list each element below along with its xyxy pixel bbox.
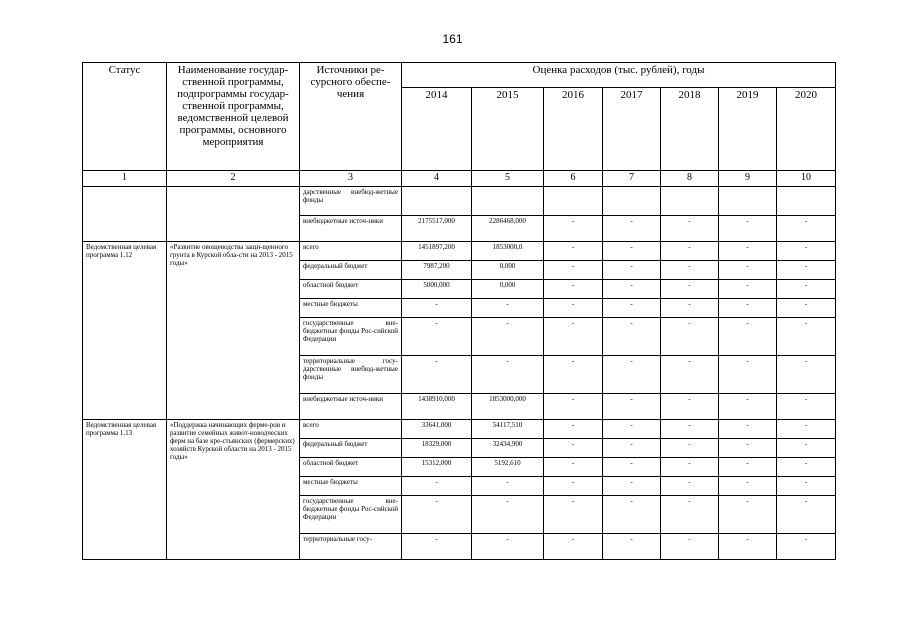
value-cell: -	[603, 458, 661, 477]
table-row	[83, 420, 836, 439]
value-cell: -	[544, 458, 603, 477]
value-cell: -	[603, 477, 661, 496]
value-cell: -	[777, 261, 836, 280]
value-cell: -	[402, 534, 472, 560]
value-cell: -	[603, 420, 661, 439]
value-cell: -	[472, 496, 544, 534]
value-cell: -	[544, 318, 603, 356]
program-name-cell	[167, 187, 300, 242]
value-cell: -	[719, 242, 777, 261]
source-cell: федеральный бюджет	[300, 439, 402, 458]
value-cell: -	[402, 299, 472, 318]
value-cell: -	[719, 280, 777, 299]
value-cell: -	[472, 318, 544, 356]
source-cell: дарственные внебюд-жетные фонды	[300, 187, 402, 216]
value-cell: 5192,610	[472, 458, 544, 477]
value-cell: 2175517,000	[402, 216, 472, 242]
value-cell: -	[777, 299, 836, 318]
value-cell: -	[661, 280, 719, 299]
value-cell: -	[544, 496, 603, 534]
header-row	[83, 63, 836, 88]
value-cell	[544, 187, 603, 216]
value-cell: -	[603, 280, 661, 299]
value-cell: -	[661, 534, 719, 560]
value-cell: -	[777, 458, 836, 477]
value-cell: -	[661, 216, 719, 242]
year-header: 2014	[402, 88, 472, 171]
program-status: Ведомственная целевая программа 1.13	[83, 420, 167, 560]
value-cell: -	[544, 299, 603, 318]
value-cell: -	[777, 356, 836, 394]
status-cell	[83, 187, 167, 242]
value-cell: -	[777, 216, 836, 242]
value-cell: -	[719, 458, 777, 477]
column-number: 5	[472, 171, 544, 187]
value-cell: -	[603, 261, 661, 280]
year-header: 2016	[544, 88, 603, 171]
value-cell: -	[661, 242, 719, 261]
source-cell: всего	[300, 242, 402, 261]
column-number: 9	[719, 171, 777, 187]
value-cell: 15312,000	[402, 458, 472, 477]
value-cell: -	[777, 420, 836, 439]
column-number: 2	[167, 171, 300, 187]
value-cell: -	[603, 216, 661, 242]
source-cell: местные бюджеты	[300, 477, 402, 496]
value-cell: -	[402, 318, 472, 356]
value-cell: 0,000	[472, 261, 544, 280]
value-cell: -	[719, 261, 777, 280]
value-cell: 2286468,000	[472, 216, 544, 242]
column-numbers-row	[83, 171, 836, 187]
value-cell: -	[544, 477, 603, 496]
value-cell: -	[719, 420, 777, 439]
value-cell: -	[661, 318, 719, 356]
source-cell: территориальные госу-дарственные внебюд-жетные фонды	[300, 356, 402, 394]
value-cell: -	[777, 394, 836, 420]
source-cell: государственные вне-бюджетные фонды Рос-сийской Федерации	[300, 496, 402, 534]
column-number: 3	[300, 171, 402, 187]
value-cell: -	[777, 439, 836, 458]
value-cell: -	[603, 318, 661, 356]
value-cell: -	[661, 420, 719, 439]
value-cell: -	[603, 496, 661, 534]
value-cell: -	[777, 496, 836, 534]
header-name: Наименование государ-ственной программы, подпрограммы государ-ственной программы, ведомственной целевой программы, основного мероприятия	[167, 63, 300, 171]
value-cell: 1438910,000	[402, 394, 472, 420]
value-cell: -	[719, 534, 777, 560]
source-cell: государственные вне-бюджетные фонды Рос-сийской Федерации	[300, 318, 402, 356]
table-row	[83, 187, 836, 216]
value-cell: -	[661, 394, 719, 420]
value-cell: -	[719, 394, 777, 420]
value-cell: -	[603, 439, 661, 458]
value-cell: -	[544, 394, 603, 420]
value-cell: -	[603, 356, 661, 394]
value-cell: -	[544, 356, 603, 394]
value-cell: -	[719, 299, 777, 318]
value-cell: -	[402, 356, 472, 394]
year-header: 2019	[719, 88, 777, 171]
value-cell: -	[603, 299, 661, 318]
value-cell: 32434,900	[472, 439, 544, 458]
source-cell: федеральный бюджет	[300, 261, 402, 280]
source-cell: областной бюджет	[300, 458, 402, 477]
value-cell: -	[661, 261, 719, 280]
year-header: 2020	[777, 88, 836, 171]
year-header: 2018	[661, 88, 719, 171]
year-header: 2017	[603, 88, 661, 171]
value-cell: -	[719, 496, 777, 534]
value-cell: -	[719, 477, 777, 496]
program-name: «Поддержка начинающих ферме-ров и развитие семейных живот-новодческих ферм на базе кре-стьянских (фермерских) хозяйств Курской области на 2013 - 2015 годы»	[167, 420, 300, 560]
value-cell: 54117,510	[472, 420, 544, 439]
value-cell: -	[661, 458, 719, 477]
column-number: 1	[83, 171, 167, 187]
value-cell: -	[472, 477, 544, 496]
value-cell: -	[603, 394, 661, 420]
header-costs: Оценка расходов (тыс. рублей), годы	[402, 63, 836, 88]
value-cell: 1451897,200	[402, 242, 472, 261]
value-cell: -	[719, 356, 777, 394]
value-cell: -	[472, 299, 544, 318]
year-header: 2015	[472, 88, 544, 171]
value-cell	[661, 187, 719, 216]
value-cell: 33641,000	[402, 420, 472, 439]
column-number: 6	[544, 171, 603, 187]
value-cell: 5000,000	[402, 280, 472, 299]
value-cell	[402, 187, 472, 216]
value-cell: -	[719, 216, 777, 242]
source-cell: областной бюджет	[300, 280, 402, 299]
value-cell: 1853000,000	[472, 394, 544, 420]
value-cell: -	[544, 242, 603, 261]
value-cell	[719, 187, 777, 216]
source-cell: местные бюджеты	[300, 299, 402, 318]
value-cell: -	[777, 280, 836, 299]
page-number: 161	[442, 32, 463, 46]
value-cell: -	[603, 242, 661, 261]
value-cell: -	[719, 439, 777, 458]
value-cell: 18329,000	[402, 439, 472, 458]
value-cell: -	[544, 261, 603, 280]
value-cell: -	[777, 318, 836, 356]
source-cell: внебюджетные источ-ники	[300, 394, 402, 420]
value-cell: -	[661, 299, 719, 318]
value-cell: -	[402, 496, 472, 534]
column-number: 4	[402, 171, 472, 187]
value-cell: -	[544, 439, 603, 458]
value-cell: -	[544, 534, 603, 560]
value-cell: -	[661, 496, 719, 534]
source-cell: территориальные госу-	[300, 534, 402, 560]
column-number: 10	[777, 171, 836, 187]
value-cell: -	[544, 280, 603, 299]
program-name: «Развитие овощеводства защи-щенного грунта в Курской обла-сти на 2013 - 2015 годы»	[167, 242, 300, 420]
value-cell: -	[777, 477, 836, 496]
value-cell: -	[544, 216, 603, 242]
value-cell	[603, 187, 661, 216]
program-status: Ведомственная целевая программа 1.12	[83, 242, 167, 420]
column-number: 7	[603, 171, 661, 187]
value-cell: -	[661, 439, 719, 458]
value-cell: -	[661, 477, 719, 496]
column-number: 8	[661, 171, 719, 187]
value-cell: 7987,200	[402, 261, 472, 280]
header-sources: Источники ре-сурсного обеспе-чения	[300, 63, 402, 171]
value-cell: -	[661, 356, 719, 394]
table-row	[83, 242, 836, 261]
value-cell: -	[544, 420, 603, 439]
value-cell: -	[472, 534, 544, 560]
value-cell: -	[777, 242, 836, 261]
value-cell: -	[402, 477, 472, 496]
source-cell: внебюджетные источ-ники	[300, 216, 402, 242]
value-cell: -	[719, 318, 777, 356]
header-status: Статус	[83, 63, 167, 171]
value-cell: -	[777, 534, 836, 560]
value-cell: 0,000	[472, 280, 544, 299]
value-cell: -	[603, 534, 661, 560]
value-cell: 1853000,0	[472, 242, 544, 261]
value-cell: -	[472, 356, 544, 394]
value-cell	[777, 187, 836, 216]
value-cell	[472, 187, 544, 216]
source-cell: всего	[300, 420, 402, 439]
budget-table	[82, 62, 836, 560]
